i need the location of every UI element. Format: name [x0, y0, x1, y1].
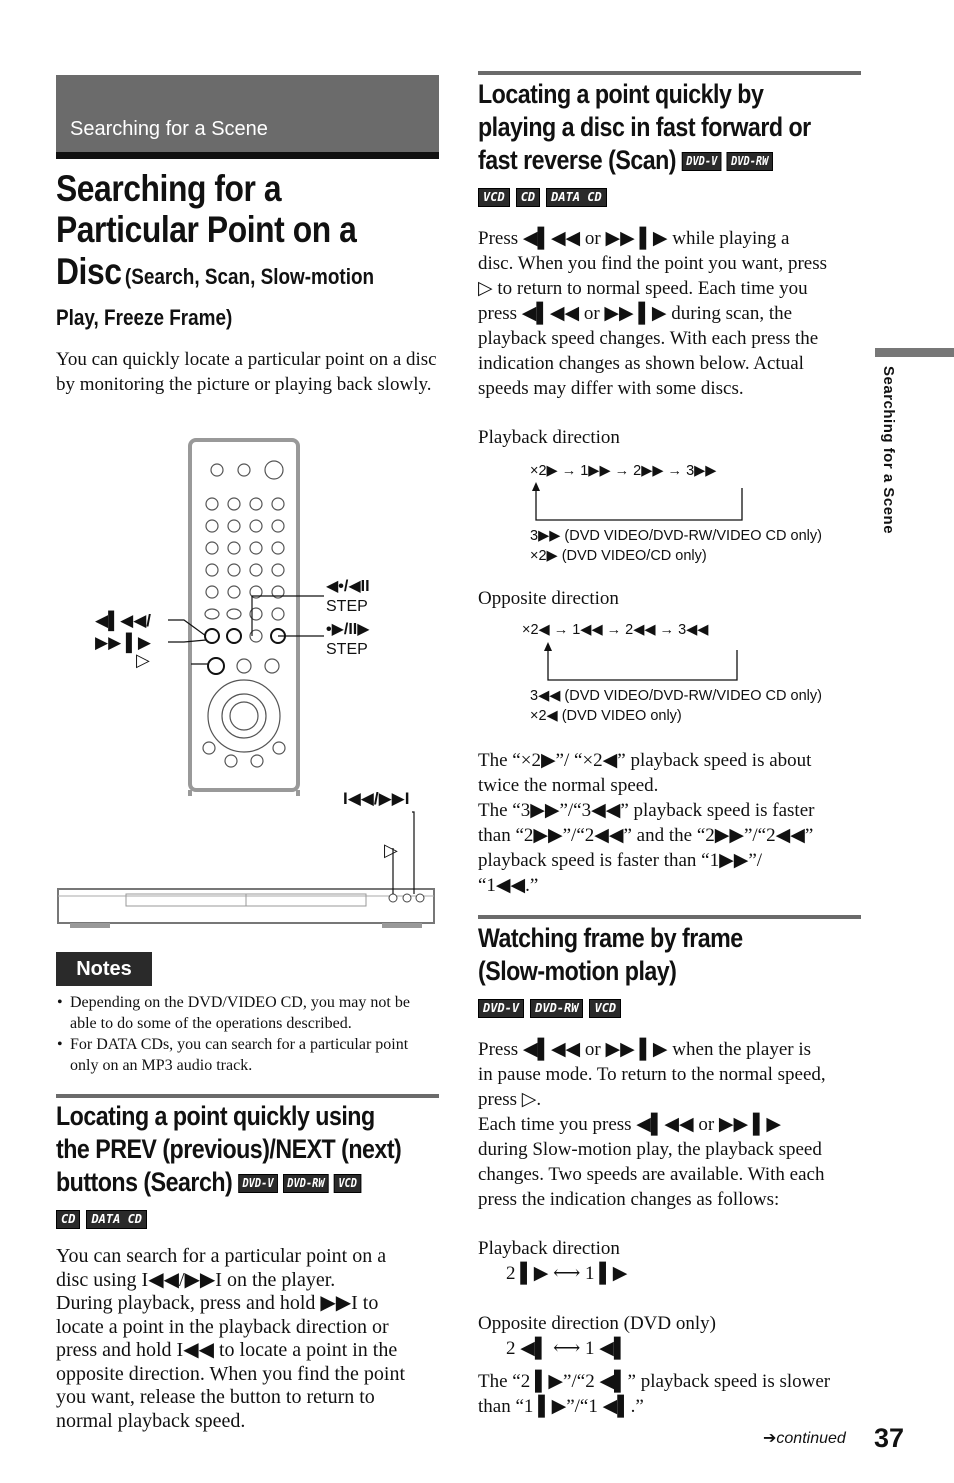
- badge-dvd-rw: DVD-RW: [530, 999, 583, 1018]
- slow-motion-badges: [478, 999, 627, 1018]
- slow-opposite-direction-label: Opposite direction (DVD only): [478, 1313, 716, 1334]
- side-tab-bar: [875, 348, 954, 357]
- page-title-line2: Particular Point on a: [56, 209, 357, 250]
- prev-next-heading: Locating a point quickly using the PREV (previous)/NEXT (next) buttons (Search) DVD-V DVD-RW VCD: [56, 1101, 402, 1197]
- step-forward-label: •▶/II▶ STEP: [326, 621, 370, 658]
- player-play-label: ▷: [384, 840, 398, 860]
- badge-cd: CD: [516, 188, 540, 207]
- page-title-line3: [56, 251, 374, 292]
- notes-label: Notes: [56, 952, 152, 986]
- scan-body: Press ◀▌◀◀ or ▶▶ ▌▶ while playing a disc. When you find the point you want, press ▷ to return to normal speed. Each time you press ◀▌◀◀ or ▶▶ ▌▶ during scan, the playback speed changes. With each press the indication changes as shown below. Actual speeds may differ with some discs.: [478, 228, 827, 399]
- slow-playback-direction-label: Playback direction: [478, 1238, 620, 1259]
- notes-item: • For DATA CDs, you can search for a particular point only on an MP3 audio track.: [56, 1034, 440, 1076]
- badge-dvd-rw: DVD-RW: [727, 152, 773, 171]
- slow-motion-body: Press ◀▌◀◀ or ▶▶ ▌▶ when the player is in pause mode. To return to the normal speed, press ▷. Each time you press ◀▌◀◀ or ▶▶ ▌▶ during Slow-motion play, the playback speed changes. Two speeds are available. With each press the indication changes as follows:: [478, 1039, 826, 1210]
- page-title-subtitle-line2: Play, Freeze Frame): [56, 305, 233, 330]
- step-back-label: ◀•/◀II STEP: [326, 578, 370, 615]
- notes-item: • Depending on the DVD/VIDEO CD, you may not be able to do some of the operations described.: [56, 992, 440, 1034]
- section-rule: [56, 1094, 439, 1098]
- badge-vcd: VCD: [478, 188, 510, 207]
- scan-opposite-loop-arrow: [542, 642, 742, 684]
- remote-scan-label: ◀▌◀◀/ ▶▶ ▌▶: [95, 611, 151, 652]
- continued-label: ➔continued: [763, 1430, 846, 1447]
- banner-rule: [56, 152, 439, 159]
- slow-motion-heading: Watching frame by frame (Slow-motion play): [478, 923, 743, 986]
- page-title-line1: Searching for a: [56, 168, 282, 209]
- side-tab-label: Searching for a Scene: [880, 366, 897, 535]
- badge-dvd-v: DVD-V: [238, 1174, 278, 1193]
- section-banner-title: Searching for a Scene: [70, 118, 268, 140]
- scan-heading: Locating a point quickly by playing a disc in fast forward or fast reverse (Scan) DVD-V DVD-RW: [478, 79, 811, 175]
- badge-vcd: VCD: [334, 1174, 361, 1193]
- intro-paragraph: You can quickly locate a particular point on a disc by monitoring the picture or playing back slowly.: [56, 349, 437, 395]
- slow-playback-sequence: 2 ▌▶ ⟷ 1 ▌▶: [506, 1263, 628, 1284]
- scan-opposite-notes: 3◀◀ (DVD VIDEO/DVD-RW/VIDEO CD only) ×2◀ (DVD VIDEO only): [530, 688, 822, 724]
- scan-playback-direction-label: Playback direction: [478, 427, 620, 448]
- slow-opposite-sequence: 2 ◀▌ ⟷ 1 ◀▌: [506, 1338, 628, 1359]
- slow-closing-text: The “2 ▌▶”/“2 ◀▌” playback speed is slower than “1 ▌▶”/“1 ◀▌.”: [478, 1371, 831, 1417]
- scan-playback-notes: 3▶▶ (DVD VIDEO/DVD-RW/VIDEO CD only) ×2▶ (DVD VIDEO/CD only): [530, 528, 822, 564]
- badge-dvd-v: DVD-V: [682, 152, 722, 171]
- scan-playback-loop-arrow: [530, 482, 750, 524]
- badge-dvd-v: DVD-V: [478, 999, 524, 1018]
- remote-and-player-illustration: [56, 436, 446, 936]
- section-banner: [56, 75, 439, 153]
- page-title-subtitle: (Search, Scan, Slow-motion: [124, 264, 375, 289]
- badge-data-cd: DATA CD: [546, 188, 607, 207]
- scan-opposite-direction-label: Opposite direction: [478, 588, 619, 609]
- remote-play-label: ▷: [136, 650, 150, 670]
- page-number: 37: [874, 1423, 905, 1453]
- scan-badges-row2: [478, 188, 613, 207]
- section-rule: [478, 915, 861, 919]
- scan-speed-explanation: The “×2▶”/ “×2◀” playback speed is about twice the normal speed. The “3▶▶”/“3◀◀” playback speed is faster than “2▶▶”/“2◀◀” and the “2▶▶”/“2◀◀” playback speed is faster than “1▶▶”/ “1◀◀.”: [478, 750, 815, 896]
- prev-next-body: You can search for a particular point on a disc using I◀◀/▶▶I on the player. During playback, press and hold ▶▶I to locate a point in the playback direction or press and hold I◀◀ to locate a point in the opposite direction. When you find the point you want, release the button to return to normal playback speed.: [56, 1245, 406, 1432]
- badge-cd: CD: [56, 1210, 80, 1229]
- prev-next-badges-row2: [56, 1210, 153, 1229]
- badge-vcd: VCD: [589, 999, 621, 1018]
- scan-playback-sequence: ×2▶ → 1▶▶ → 2▶▶ → 3▶▶: [530, 463, 717, 479]
- prev-next-label: I◀◀/▶▶I: [343, 789, 410, 808]
- section-rule: [478, 71, 861, 75]
- badge-dvd-rw: DVD-RW: [283, 1174, 329, 1193]
- scan-opposite-sequence: ×2◀ → 1◀◀ → 2◀◀ → 3◀◀: [522, 622, 709, 638]
- badge-data-cd: DATA CD: [86, 1210, 147, 1229]
- page-title-disc: Disc: [56, 251, 122, 292]
- notes-list: [56, 992, 440, 1076]
